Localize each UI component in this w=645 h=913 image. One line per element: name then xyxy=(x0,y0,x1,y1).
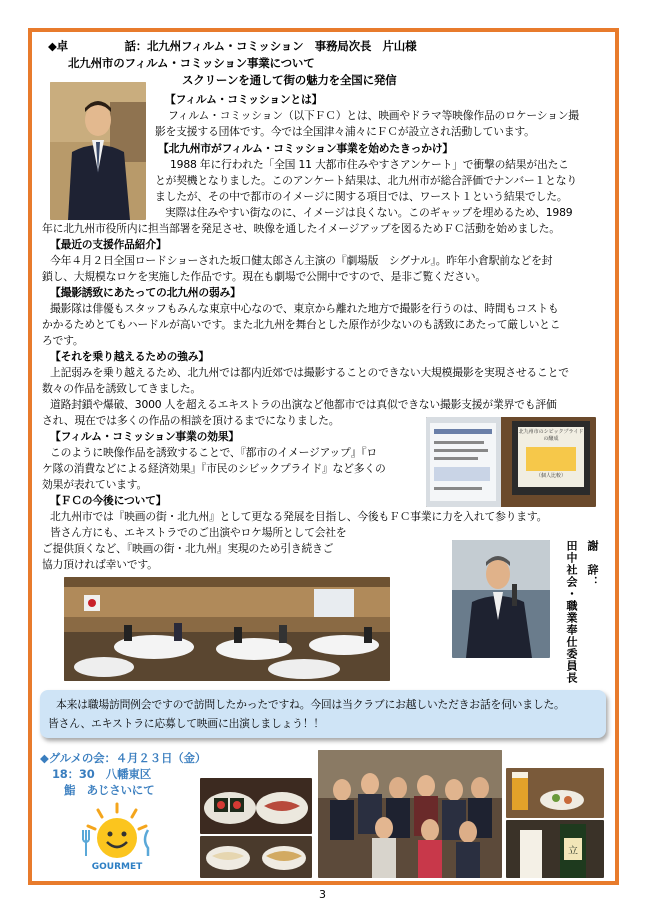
group-photo xyxy=(318,750,502,878)
gourmet-heading: ◆グルメの会：４月２３日（金） xyxy=(40,751,207,765)
sushi-photo-1 xyxy=(200,778,312,834)
thanks-speaker-photo xyxy=(452,540,550,658)
sushi-photo-2 xyxy=(200,836,312,878)
sake-bottles-photo xyxy=(506,820,604,878)
gourmet-logo-icon xyxy=(78,800,156,876)
section6-heading: 【フィルム・コミッション事業の効果】 xyxy=(50,430,240,443)
section6-line: ケ隊の消費などによる経済効果』『市民のシビックプライド』など多くの xyxy=(42,462,386,475)
section5-line: され、現在では多くの作品の相談を頂けるまでになりました。 xyxy=(42,414,340,427)
svg-text:立: 立 xyxy=(568,846,578,857)
thanks-label: 謝 辞： xyxy=(586,540,599,588)
section5-line: 数々の作品を誘致してきました。 xyxy=(42,382,201,395)
section6-line: このように映像作品を誘致することで、『都市のイメージアップ』『ロ xyxy=(50,446,378,459)
thanks-name: 田中社会・職業奉仕委員長 xyxy=(565,540,578,684)
section3-line: 今年４月２日全国ロードショーされた坂口健太郎さん主演の『劇場版 シグナル』。昨年小倉駅前などを封 xyxy=(50,254,553,267)
beer-photo xyxy=(506,768,604,818)
section2-line: 年に北九州市役所内に担当部署を発足させ、映像を通したイメージアップを図るためＦＣ活動を始めました。 xyxy=(42,222,560,235)
section7-line: ご提供頂くなど、『映画の街・北九州』実現のため引き続きご xyxy=(42,542,334,555)
title-line-1: 北九州市のフィルム・コミッション事業について xyxy=(68,56,315,70)
gourmet-time-place: 18：30 八幡東区 xyxy=(52,767,152,781)
section3-heading: 【最近の支援作品紹介】 xyxy=(50,238,167,251)
section5-heading: 【それを乗り越えるための強み】 xyxy=(50,350,209,363)
section7-heading: 【ＦＣの今後について】 xyxy=(50,494,167,507)
section1-line: 影を支援する団体です。今では全国津々浦々にＦＣが設立され活動しています。 xyxy=(155,125,535,138)
section1-heading: 【フィルム・コミッションとは】 xyxy=(165,93,323,106)
gourmet-logo-text: GOURMET xyxy=(91,862,143,872)
section5-line: 道路封鎖や爆破、3000 人を超えるエキストラの出演など他都市では真似できない撮影支援が業界でも評価 xyxy=(50,398,557,411)
section7-line: 協力頂ければ幸いです。 xyxy=(42,558,158,571)
presentation-slide-photo xyxy=(426,417,596,507)
section4-line: 撮影隊は俳優もスタッフもみんな東京中心なので、東京から離れた地方で撮影を行うのは、時間もコストも xyxy=(50,302,559,315)
section2-heading: 【北九州市がフィルム・コミッション事業を始めたきっかけ】 xyxy=(158,142,453,155)
callout-line-1: 本来は職場訪問例会ですので訪問したかったですね。今回は当クラブにお越しいただきお話を伺いました。 xyxy=(56,698,565,711)
section7-line: 北九州市では『映画の街・北九州』として更なる発展を目指し、今後もＦＣ事業に力を入れて参ります。 xyxy=(50,510,548,523)
meeting-room-photo xyxy=(64,577,390,681)
section4-line: かかるためとてもハードルが高いです。また北九州を舞台とした原作が少ないのも誘致にあたって厳しいとこ xyxy=(42,318,561,331)
section3-line: 鎖し、大規模なロケを実施した作品です。現在も劇場で公開中ですので、是非ご覧ください。 xyxy=(42,270,486,283)
section2-line: 実際は住みやすい街なのに、イメージは良くない。このギャップを埋めるため、1989 xyxy=(165,206,573,219)
callout-line-2: 皆さん、エキストラに応募して映画に出演しましょう！！ xyxy=(48,717,324,730)
section2-line: ましたが、その中で都市のイメージに関する項目では、ワースト１という結果でした。 xyxy=(155,190,568,203)
section7-line: 皆さん方にも、エキストラでのご出演やロケ場所として会社を xyxy=(50,526,347,539)
section1-line: フィルム・コミッション（以下ＦＣ）とは、映画やドラマ等映像作品のロケーション撮 xyxy=(168,109,579,122)
slide-subtitle: （個人比較） xyxy=(535,473,566,479)
title-line-2: スクリーンを通して街の魅力を全国に発信 xyxy=(182,73,397,87)
speaker-line: ◆卓 話：北九州フィルム・コミッション 事務局次長 片山様 xyxy=(48,39,417,53)
speaker-photo xyxy=(50,82,146,220)
page-number: 3 xyxy=(319,888,326,901)
section4-line: ろです。 xyxy=(42,334,84,347)
slide-title: 北九州市のシビックプライドの醸成 xyxy=(518,429,584,442)
gourmet-venue: 鮨 あじさいにて xyxy=(64,783,155,797)
section4-heading: 【撮影誘致にあたっての北九州の弱み】 xyxy=(50,286,241,299)
section2-line: とが契機となりました。このアンケート結果は、北九州市が総合評価でナンバー１となり xyxy=(155,174,577,187)
section2-line: 1988 年に行われた「全国 11 大都市住みやすさアンケート」で衝撃の結果が出たこ xyxy=(170,158,569,171)
section6-line: 効果が表れています。 xyxy=(42,478,148,491)
section5-line: 上記弱みを乗り越えるため、北九州では都内近郊では撮影することのできない大規模撮影を実現させることで xyxy=(50,366,569,379)
